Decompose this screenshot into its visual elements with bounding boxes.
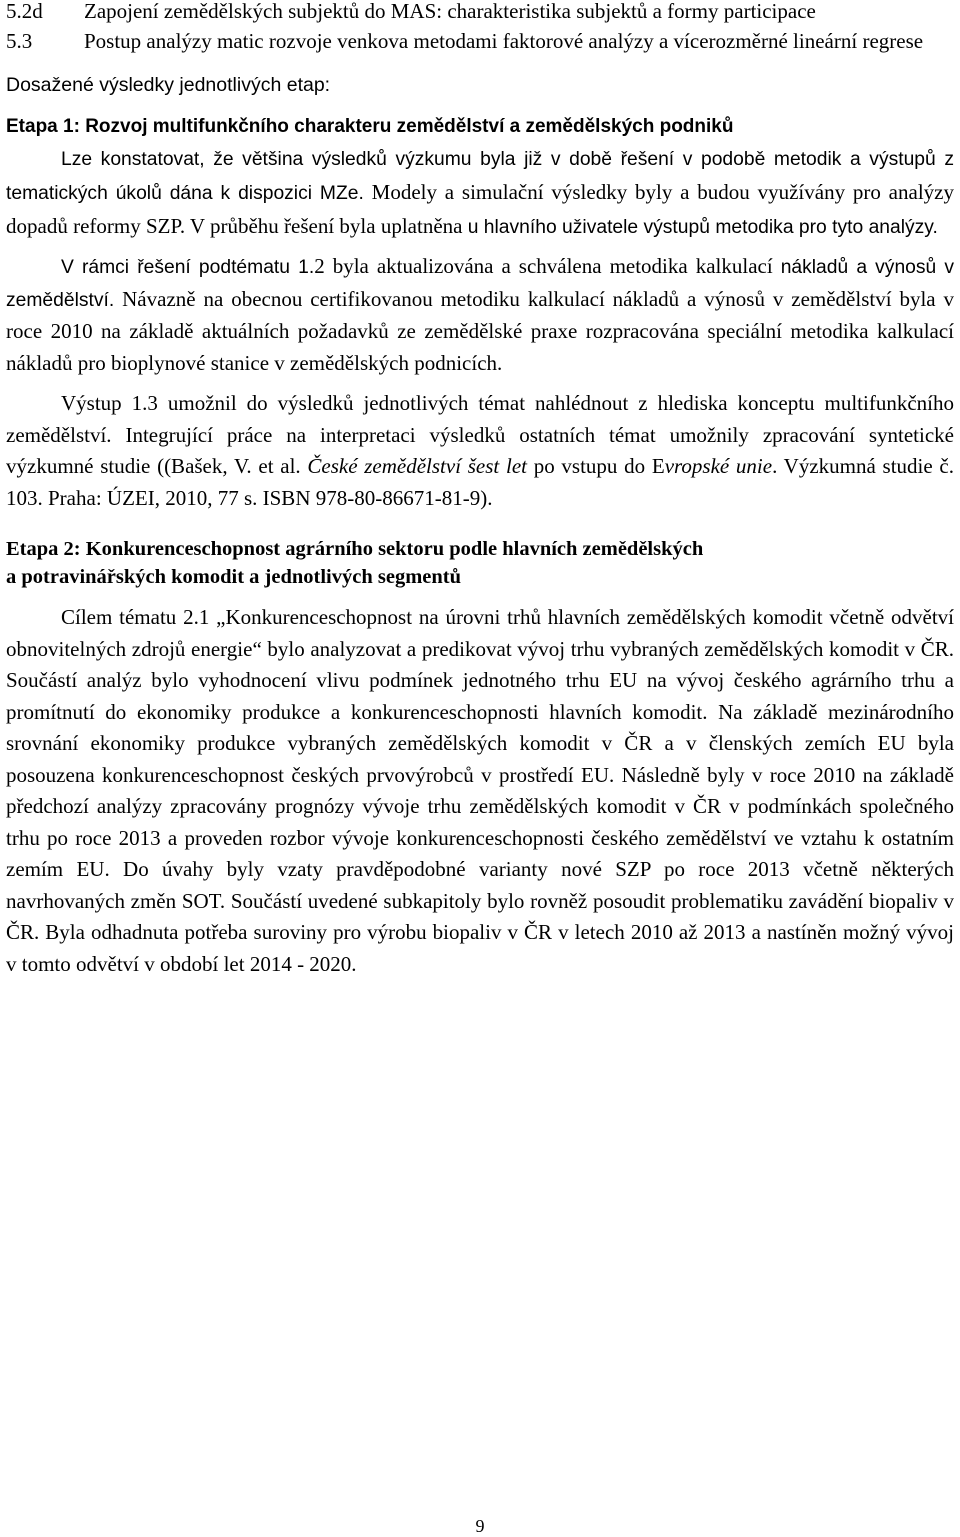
paragraph-text: po vstupu do E (526, 454, 665, 478)
paragraph (6, 388, 954, 514)
document-page (6, 0, 954, 980)
heading-line: a potravinářských komodit a jednotlivých segmentů (6, 566, 462, 588)
section-heading-etapa-1: Etapa 1: Rozvoj multifunkčního charakteru zemědělství a zemědělských podniků (6, 116, 734, 137)
toc-number: 5.3 (6, 29, 33, 53)
paragraph-text: Návazně na obecnou certifikovanou metodiku kalkulací nákladů a výnosů v zemědělství byla v roce 2010 na základě aktuálních požadavků ze zemědělské praxe rozpracována speciální metodika kalkulací nákladů pro bioplynové stanice v zemědělských podnicích. (6, 286, 954, 375)
paragraph-text: 2 byla aktualizována a schválena metodika kalkulací (314, 254, 781, 278)
paragraph-text: . Výzkumná studie č. 103. Praha: ÚZEI, 2010, 77 s. ISBN 978-80-86671-81-9). (6, 454, 954, 510)
book-title: vropské unie (664, 454, 773, 478)
paragraph (6, 144, 954, 244)
section-heading-etapa-2 (6, 535, 954, 591)
paragraph-text: V rámci řešení podtématu 1. (61, 257, 315, 278)
paragraph-text: Výstup 1.3 umožnil do výsledků jednotlivých témat nahlédnout z hlediska konceptu multifunkčního zemědělství. Integrující práce na interpretaci výsledků ostatních témat umožnily zpracování syntetické výzkumné studie ((Bašek, V. et al. (6, 391, 954, 478)
paragraph-text: Lze konstatovat, že většina výsledků výzkumu byla již v době řešení v podobě metodik a výstupů z tematických úkolů dána k dispozici MZe. (6, 149, 954, 204)
paragraph: Cílem tématu 2.1 „Konkurenceschopnost na úrovni trhů hlavních zemědělských komodit včetně odvětví obnovitelných zdrojů energie“ bylo analyzovat a predikovat vývoj trhu vybraných zemědělských komodit v ČR. Součástí analýz bylo vyhodnocení vlivu podmínek jednotného trhu EU na vývoj českého agrárního trhu a promítnutí do ekonomiky produkce a konkurenceschopnosti hlavních komodit. Na základě mezinárodního srovnání ekonomiky produkce vybraných zemědělských komodit v ČR a v členských zemích EU byla posouzena konkurenceschopnost českých prvovýrobců v prostředí EU. Následně byly v roce 2010 na základě předchozí analýzy zpracovány prognózy vývoje trhu zemědělských komodit v ČR v podmínkách společného trhu po roce 2013 a proveden rozbor vývoje konkurenceschopnosti českého zemědělství ve vztahu k ostatním zemím EU. Do úvahy byly vzaty pravděpodobné varianty nové SZP po roce 2013 včetně některých navrhovaných změn SOT. Součástí uvedené subkapitoly bylo rovněž posoudit problematiku zavádění biopaliv v ČR. Byla odhadnuta potřeba suroviny pro výrobu biopaliv v ČR v letech 2010 až 2013 a nastíněn možný vývoj v tomto odvětví v období let 2014 - 2020. (6, 605, 954, 976)
toc-item (6, 26, 954, 56)
toc-text: Zapojení zemědělských subjektů do MAS: charakteristika subjektů a formy participace (84, 0, 816, 23)
paragraph-text: nákladů a výnosů v zemědělství. (6, 257, 955, 311)
page-number: 9 (475, 1516, 485, 1536)
paragraph-text: u hlavního uživatele výstupů metodika pro tyto analýzy. (467, 217, 938, 238)
toc-text: Postup analýzy matic rozvoje venkova metodami faktorové analýzy a vícerozměrné lineární regrese (84, 29, 924, 53)
paragraph-text: Modely a simulační výsledky byly a budou využívány pro analýzy dopadů reformy SZP. V průběhu řešení byla uplatněna (6, 180, 954, 238)
heading-line: Etapa 2: Konkurenceschopnost agrárního sektoru podle hlavních zemědělských (6, 538, 704, 560)
toc-item (6, 0, 954, 26)
toc-number: 5.2d (6, 0, 43, 23)
intro-text: Dosažené výsledky jednotlivých etap: (6, 74, 331, 96)
book-title: České zemědělství šest let (307, 454, 527, 478)
paragraph (6, 251, 954, 379)
